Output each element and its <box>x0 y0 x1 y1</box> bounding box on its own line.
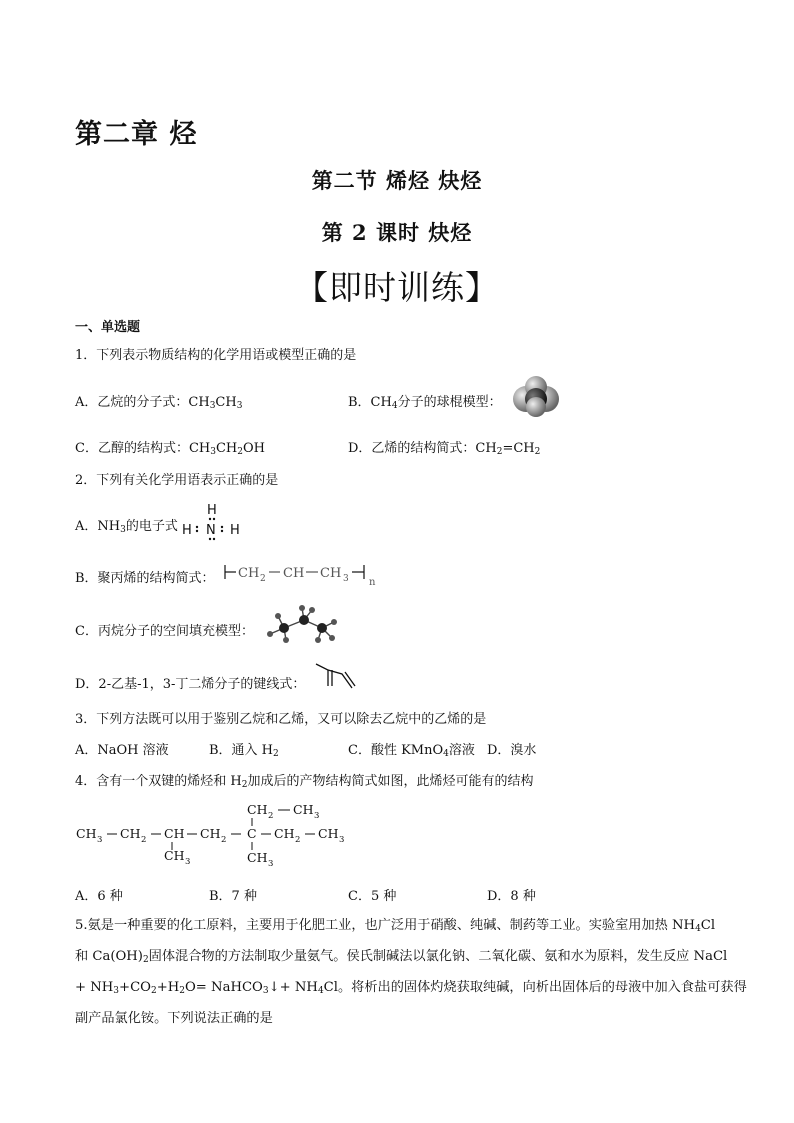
polypropylene-structure-image <box>222 557 387 589</box>
q1-option-a: A．乙烷的分子式：$CH_3CH_3$ <box>75 395 243 411</box>
section-title: 第二节 烯烃 炔烃 <box>311 168 483 193</box>
q2-option-c: C．丙烷分子的空间填充模型： <box>75 624 254 639</box>
svg-text:CH: CH <box>247 850 268 865</box>
svg-text:CH: CH <box>320 566 342 581</box>
q5-line-1: 5.氨是一种重要的化工原料，主要用于化肥工业，也广泛用于硝酸、纯碱、制药等工业。实验室用加热 $NH_4Cl$ <box>75 918 716 934</box>
svg-text:2: 2 <box>141 835 147 845</box>
svg-text:CH: CH <box>200 826 221 841</box>
q5-line-3: + $NH_3+CO_2+H_2O=$ NaHCO$_3$↓+ $NH_4Cl$。将析出的固体灼烧获取纯碱，向析出固体后的母液中加入食盐可获得 <box>75 980 747 996</box>
q3-option-d: D．溴水 <box>487 743 537 758</box>
q2-stem: 2．下列有关化学用语表示正确的是 <box>75 473 279 488</box>
svg-text:3: 3 <box>339 835 345 845</box>
ch4-ball-model-image <box>510 375 562 417</box>
svg-text:2: 2 <box>221 835 227 845</box>
q5-line-2: 和 $Ca(OH)_2$固体混合物的方法制取少量氨气。侯氏制碱法以氯化钠、二氧化碳、氨和水为原料，发生反应 NaCl <box>75 949 728 965</box>
propane-model-image <box>262 602 340 646</box>
svg-text:H: H <box>230 523 240 538</box>
q4-stem: 4．含有一个双键的烯烃和 $H_2$加成后的产物结构简式如图，此烯烃可能有的结构 <box>75 774 534 790</box>
svg-text:CH: CH <box>120 826 141 841</box>
svg-text:2: 2 <box>268 811 274 821</box>
svg-text:2: 2 <box>295 835 301 845</box>
q2-option-b: B．聚丙烯的结构简式： <box>75 571 215 586</box>
nh3-electron-formula-image <box>178 500 248 542</box>
q2-option-a: A．$NH_3$的电子式 <box>75 519 178 535</box>
q4-option-d: D．8 种 <box>487 889 536 904</box>
svg-text:3: 3 <box>343 574 349 584</box>
q1-stem: 1．下列表示物质结构的化学用语或模型正确的是 <box>75 348 357 363</box>
q3-option-b: B．通入 $H_2$ <box>209 743 279 759</box>
svg-text:CH: CH <box>274 826 295 841</box>
svg-text:2: 2 <box>260 574 266 584</box>
training-heading: 【即时训练】 <box>295 268 499 307</box>
svg-text:CH: CH <box>164 848 185 863</box>
alkane-structure-image <box>72 800 362 870</box>
svg-text:N: N <box>206 523 216 538</box>
svg-text:3: 3 <box>268 859 274 869</box>
svg-text:C: C <box>247 826 257 841</box>
svg-text:H: H <box>207 503 217 518</box>
q4-option-c: C．5 种 <box>348 889 397 904</box>
ethylbutadiene-skeletal-image <box>310 660 360 692</box>
q3-stem: 3．下列方法既可以用于鉴别乙烷和乙烯，又可以除去乙烷中的乙烯的是 <box>75 712 487 727</box>
q3-option-c: C．酸性 KMnO$_4$溶液 <box>348 743 475 759</box>
q4-option-a: A．6 种 <box>75 889 123 904</box>
svg-text:CH: CH <box>76 826 97 841</box>
svg-text:3: 3 <box>314 811 320 821</box>
q2-option-d: D．2-乙基-1，3-丁二烯分子的键线式： <box>75 677 306 692</box>
chapter-title: 第二章 烃 <box>75 119 198 150</box>
q1-option-b: B．$CH_4$分子的球棍模型： <box>348 395 502 411</box>
q5-line-4: 副产品氯化铵。下列说法正确的是 <box>75 1011 273 1026</box>
q1-option-c: C．乙醇的结构式：$CH_3CH_2OH$ <box>75 441 265 457</box>
svg-text:H: H <box>182 523 192 538</box>
part-label: 一、单选题 <box>75 320 141 335</box>
q1-option-d: D．乙烯的结构简式：$CH_2=CH_2$ <box>348 441 541 457</box>
svg-text:3: 3 <box>97 835 103 845</box>
q3-option-a: A．NaOH 溶液 <box>75 743 169 758</box>
svg-text:CH: CH <box>164 826 185 841</box>
svg-text:n: n <box>369 577 376 588</box>
svg-text:CH: CH <box>293 802 314 817</box>
lesson-title: 第 2 课时 炔烃 <box>321 220 473 245</box>
q4-option-b: B．7 种 <box>209 889 257 904</box>
svg-text:CH: CH <box>247 802 268 817</box>
svg-text:3: 3 <box>185 857 191 867</box>
svg-text:CH: CH <box>238 566 260 581</box>
svg-text:CH: CH <box>318 826 339 841</box>
svg-text:CH: CH <box>283 566 305 581</box>
